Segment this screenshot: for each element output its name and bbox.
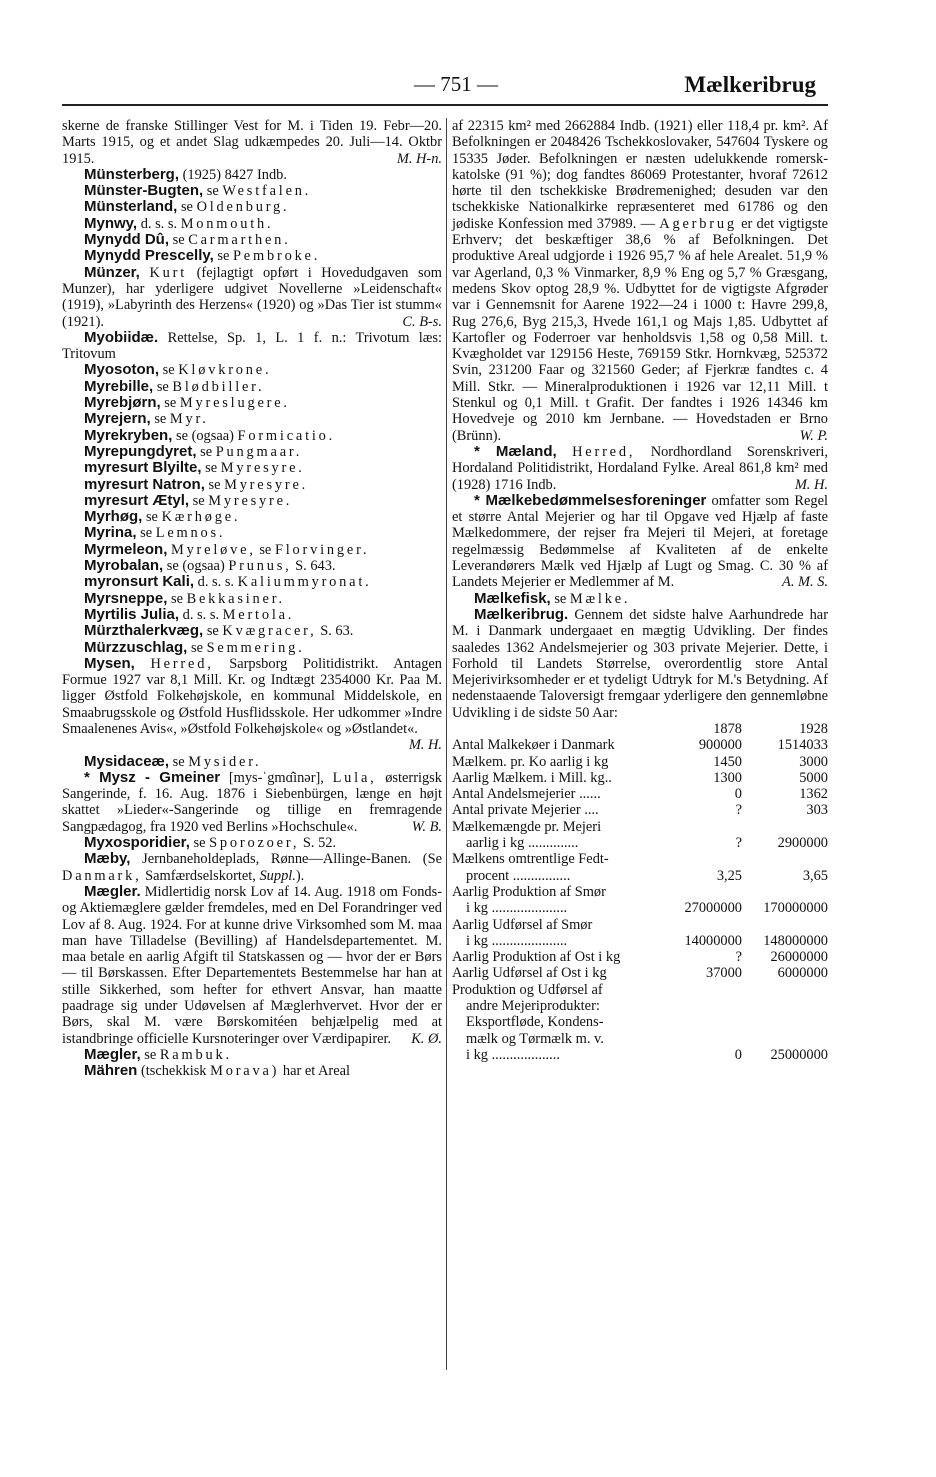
cross-ref-target: Myreslugere. [179, 395, 290, 412]
cross-ref-extra: (1925) 8427 Indb. [182, 166, 287, 183]
entry-maelkefisk [452, 591, 828, 607]
headword: Myrtilis Julia, [84, 605, 180, 623]
value-1878: 1450 [713, 753, 742, 770]
row-label: Mælkens omtrentlige Fedt- [452, 851, 609, 868]
column-divider [446, 118, 447, 1370]
value-1878: 0 [734, 786, 742, 803]
value-1928: 6000000 [777, 965, 828, 982]
row-label: Antal Andelsmejerier ...... [452, 786, 601, 803]
spaced-name: Morava) [210, 1063, 280, 1080]
year-header: 1928 [799, 720, 828, 737]
value-empty [742, 998, 828, 1014]
spaced-word: Agerbrug [659, 215, 737, 232]
table-row [452, 851, 828, 867]
entry-crossref [62, 362, 442, 378]
entry-list-2 [62, 362, 442, 655]
spaced-name: Kurt [149, 264, 188, 281]
table-row [452, 770, 828, 786]
headword: Myobiidæ. [84, 328, 159, 346]
entry-crossref [62, 640, 442, 656]
entry-maeland [452, 444, 828, 493]
headword: Mælkefisk, [474, 589, 551, 607]
headword: * Mysz - Gmeiner [84, 768, 221, 786]
value-1878: 0 [734, 1046, 742, 1063]
cross-ref-se: se [190, 639, 203, 656]
entry-crossref [62, 558, 442, 574]
value-1928: 148000000 [763, 932, 828, 949]
cross-ref-se: se [164, 395, 177, 412]
supplement-ref: Suppl. [259, 867, 296, 884]
cross-ref-target: Mysider. [188, 753, 262, 770]
table-row [452, 933, 828, 949]
headword: Myrsneppe, [84, 589, 168, 607]
headword: Myrejern, [84, 410, 151, 428]
value-empty [742, 917, 828, 933]
row-label: aarlig i kg .............. [466, 835, 579, 852]
entry-body: omfatter som Regel et større Antal Mejerier og har til Opgave ved Hjælp af faste Mælkedommere, der rejser fra Mejeri til Mejeri, at foretage regelmæssig Bedømmelse af Kvaliteten af de enkelte Leverandørers Mælk ved Hjælp af Lugt og Smag. C. 30 % af Landets Mejerier er Medlemmer af M. [452, 492, 828, 591]
entry-crossref [62, 623, 442, 639]
row-label: i kg ..................... [466, 932, 568, 949]
entry-crossref [62, 444, 442, 460]
headword: myresurt Ætyl, [84, 491, 190, 509]
entry-maegler [62, 884, 442, 1047]
cross-ref-target: Pungmaar. [215, 443, 303, 460]
cross-ref-se: se [172, 232, 185, 249]
cross-ref-se: se [193, 835, 206, 852]
value-1928: 170000000 [763, 900, 828, 917]
headword: Mürzthalerkvæg, [84, 622, 204, 640]
author-signature: W. B. [411, 818, 442, 835]
cross-ref-se: se [206, 183, 219, 200]
entry-maegler-2 [62, 1047, 442, 1063]
entry-crossref [62, 411, 442, 427]
value-1878: 27000000 [684, 900, 742, 917]
value-empty [742, 1014, 828, 1030]
right-column [452, 118, 828, 1063]
entry-body: Jernbaneholdeplads, Rønne—Allinge-Banen. (Se [142, 851, 442, 868]
entry-mahren-continued [452, 118, 828, 444]
headword: Myrobalan, [84, 557, 164, 575]
table-row [452, 917, 828, 933]
cross-ref-se: se [170, 590, 183, 607]
table-row [452, 802, 828, 818]
continuation-body: skerne de franske Stillinger Vest for M. i Tiden 19. Febr—20. Marts 1915, og et andet Slag udkæmpedes 20. Juli—14. Oktbr 1915. [62, 118, 442, 167]
value-1928: 26000000 [770, 949, 828, 966]
headword: Münsterland, [84, 198, 178, 216]
cross-ref-se: se [162, 362, 175, 379]
cross-ref-target: Kærhøge. [161, 509, 241, 526]
cross-ref-se: se [200, 443, 213, 460]
cross-ref-target: Danmark, [62, 867, 142, 884]
table-row [452, 965, 828, 981]
cross-ref-target: Myresyre. [224, 476, 309, 493]
value-1878: 1300 [713, 769, 742, 786]
row-label: Aarlig Mælkem. i Mill. kg.. [452, 769, 612, 786]
entry-crossref [62, 379, 442, 395]
entry-maeby: Mæby, Jernbaneholdeplads, Rønne—Allinge-Banen. (Se Danmark, Samfærdselskortet, Suppl.). [62, 850, 442, 884]
row-label: Aarlig Udførsel af Ost i kg [452, 965, 607, 982]
entry-body: Midlertidig norsk Lov af 14. Aug. 1918 om Fonds- og Aktiemæglere gælder fremdeles, med en Del Forandringer ved Lov af 8. Aug. 1924. For at kunne drive Virksomhed som M. maa man have Tilladelse (Bevilling) af Handelsdepartementet. M. maa betale en aarlig Afgift til Statskassen og — hvor der er Børs — til Børskassen. Efter Departementets Bestemmelse har han at stille Sikkerhed, som hefter for ethvert Ansvar, han maatte paadrage sig under Udøvelsen af Mæglerhvervet. Hvor der er Børs, skal M. være Børskomitéen behjælpelig med at istandbringe officielle Kursnoteringer over Værdipapirer. [62, 883, 442, 1047]
value-empty [670, 1014, 742, 1030]
row-label: Aarlig Produktion af Smør [452, 883, 606, 900]
value-empty [670, 917, 742, 933]
cross-ref-se: se [140, 525, 153, 542]
entry-body: (fejlagtigt opført i Hovedudgaven som Munzer), har yderligere udgivet Novellerne »Leidenschaft« (1919), »Labyrinth des Herzens« (1920) og »Das Tier ist stumm« (1921). [62, 264, 442, 330]
headword: Myrekryben, [84, 426, 173, 444]
value-1878: 3,25 [716, 867, 742, 884]
cross-ref-se: se [180, 199, 193, 216]
row-label: Antal private Mejerier .... [452, 802, 599, 819]
cross-ref-target: Carmarthen. [188, 232, 291, 249]
headword: Myrina, [84, 524, 137, 542]
value-empty [742, 819, 828, 835]
entry-mahren [62, 1063, 442, 1079]
row-label: Produktion og Udførsel af [452, 981, 603, 998]
entry-crossref [62, 607, 442, 623]
row-label: Eksportfløde, Kondens- [466, 1014, 604, 1031]
left-column [62, 118, 442, 1080]
cross-ref-target: Lemnos. [155, 525, 226, 542]
row-label: mælk og Tørmælk m. v. [466, 1030, 604, 1047]
headword: Münzer, [84, 263, 140, 281]
author-signature: C. B-s. [402, 313, 442, 330]
entry-munzer [62, 265, 442, 330]
entry-body: Gennem det sidste halve Aarhundrede har M. i Danmark undergaaet en mægtig Udvikling. Der findes saaledes 1362 Andelsmejerier og 303 private Mejerier. Dette, i Forhold til Landets Størrelse, overordentlig store Antal Mejerivirksomheder er et tydeligt Udtryk for M.'s Betydning. Af nedenstaaende Taloversigt fremgaar yderligere den gennemløbne Udvikling i de sidste 50 Aar: [452, 606, 828, 721]
cross-ref-target: Westfalen. [222, 183, 312, 200]
cross-ref-target: Kløvkrone. [178, 362, 272, 379]
headword: Mæby, [84, 850, 131, 868]
entry-body: af 22315 km² med 2662884 Indb. (1921) eller 118,4 pr. km². Af Befolkningen er 2048426 Tschekkoslovaker, 547604 Tyskere og 15335 Jøder. Befolkningen er næsten udelukkende romersk-katolske (91 %); dog fandtes 86069 Protestanter, hvoraf 72612 hørte til den tschekkiske Brødremenighed; desuden var den tschekkiske Nationalkirke repræsenteret med 61786 og den jødiske Konfession med 37989. — [452, 118, 828, 232]
entry-body: østerrigsk Sangerinde, f. 16. Aug. 1876 i Siebenbürgen, længe en højt skattet »Lieder«-Sangerinde og tillige en fremragende Sangpædagog, fra 1920 ved Berlins »Hochschule«. [62, 769, 442, 835]
cross-ref-target: Myresyre. [220, 460, 305, 477]
continuation-text [62, 118, 442, 167]
cross-ref-se: se [554, 590, 567, 607]
cross-ref-target-2: Florvinger. [274, 541, 370, 558]
headword: Mynydd Prescelly, [84, 247, 214, 265]
headword: Myrebjørn, [84, 394, 161, 412]
entry-crossref [62, 525, 442, 541]
row-label: i kg ................... [466, 1046, 560, 1063]
author-signature: M. H. [794, 476, 828, 493]
value-empty [670, 851, 742, 867]
row-label: Mælkemængde pr. Mejeri [452, 818, 602, 835]
spaced-name: Lula, [332, 769, 377, 786]
entry-crossref [62, 493, 442, 509]
headword: Münster-Bugten, [84, 182, 204, 200]
value-1928: 2900000 [777, 835, 828, 852]
entry-mysen [62, 654, 442, 754]
entry-crossref [62, 248, 442, 264]
value-empty [670, 998, 742, 1014]
cross-ref-se: se [192, 492, 205, 509]
headword: Mægler, [84, 1045, 141, 1063]
cross-ref-target: Myreløve, [170, 541, 256, 558]
cross-ref-se: se [208, 476, 221, 493]
row-label: i kg ..................... [466, 900, 568, 917]
value-1878: 37000 [706, 965, 742, 982]
entry-crossref [62, 460, 442, 476]
entry-mysz-gmeiner [62, 770, 442, 835]
cross-ref-target: Semmering. [206, 639, 305, 656]
row-label: Antal Malkekøer i Danmark [452, 737, 615, 754]
entry-crossref [62, 574, 442, 590]
headword: Mælkeribrug. [474, 605, 569, 623]
row-label: Aarlig Udførsel af Smør [452, 916, 593, 933]
table-row [452, 1031, 828, 1047]
cross-ref-se: se [154, 411, 167, 428]
entry-crossref [62, 591, 442, 607]
headword: Mynydd Dû, [84, 231, 169, 249]
entry-body: Nordhordland Sorenskriveri, Hordaland Politidistrikt, Hordaland Fylke. Areal 861,8 km² med (1928) 1716 Indb. [452, 443, 828, 493]
table-row [452, 754, 828, 770]
value-empty [742, 884, 828, 900]
headword: Myosoton, [84, 361, 159, 379]
entry-maelkeribrug [452, 607, 828, 721]
table-header-blank [452, 721, 670, 737]
entry-body-2: har et Areal [282, 1063, 350, 1080]
value-1928: 1362 [799, 786, 828, 803]
cross-ref-se: se (ogsaa) [175, 427, 234, 444]
cross-ref-se: d. s. s. [197, 574, 235, 591]
headword: Myrebille, [84, 377, 154, 395]
spaced-word: Herred, [572, 443, 636, 460]
headword: Mægler. [84, 882, 141, 900]
author-signature: M. H-n. [396, 150, 442, 167]
cross-ref-target: Prunus, [228, 558, 292, 575]
entry-body: (tschekkisk [140, 1063, 207, 1080]
cross-ref-se: d. s. s. [182, 606, 220, 623]
headword: Mähren [84, 1062, 138, 1080]
cross-ref-se: se (ogsaa) [166, 558, 225, 575]
cross-ref-target: Monmouth. [180, 215, 274, 232]
cross-ref-target: Kvægracer, [222, 623, 317, 640]
cross-ref-target: Formicatio. [237, 427, 336, 444]
entry-myxosporidier [62, 835, 442, 851]
entry-crossref [62, 167, 442, 183]
table-row [452, 949, 828, 965]
row-label: Mælkem. pr. Ko aarlig i kg [452, 753, 609, 770]
year-header: 1878 [713, 720, 742, 737]
headword: Mysidaceæ, [84, 752, 170, 770]
value-empty [670, 1031, 742, 1047]
spaced-word: Herred, [150, 655, 214, 672]
headword: myresurt Natron, [84, 475, 205, 493]
table-row [452, 819, 828, 835]
cross-ref-se: se [172, 753, 185, 770]
entry-crossref [62, 199, 442, 215]
cross-ref-target: Bekkasiner. [186, 590, 285, 607]
value-empty [742, 982, 828, 998]
value-empty [670, 819, 742, 835]
cross-ref-target: Myresyre. [208, 492, 293, 509]
value-1928: 5000 [799, 769, 828, 786]
entry-crossref [62, 477, 442, 493]
row-label: procent ................ [466, 867, 571, 884]
headword: Mürzzuschlag, [84, 638, 188, 656]
value-1928: 3000 [799, 753, 828, 770]
entry-body-2: er det vigtigste Erhverv; det beskæftiger 38,6 % af Befolkningen. Det produktive Areal udgjorde i 1926 95,7 % af hele Arealet. 51,9 % var Agerland, 0,3 % Vinmarker, 8,9 % Eng og 5,7 % Græsgang, medens Skov optog 28,9 %. Udbyttet for de vigtigste Afgrøder var i Gennemsnit for Aarene 1922—24 i 1000 t: Havre 299,8, Rug 276,6, Byg 215,3, Hvede 161,1 og Majs 1,85. Udbyttet af Kartofler og Foderroer var henholdsvis 1,58 og 0,58 Mill. t. Kvægholdet var 129156 Heste, 769159 Stkr. Hornkvæg, 525372 Svin, 231200 Faar og 321560 Geder; af Fjerkræ fandtes c. 4 Mill. Stkr. — Mineralproduktionen i 1926 var 12,11 Mill. t Stenkul og 0,1 Mill. t Grafit. Der fandtes i 1926 14346 km Hovedveje og 2010 km Jernbane. — Hovedstaden er Brno (Brünn). [452, 215, 828, 444]
author-signature: M. H. [408, 737, 442, 754]
entry-myobiidae [62, 330, 442, 363]
headword: Mynwy, [84, 214, 138, 232]
headword: * Mæland, [474, 442, 557, 460]
entry-mysidaceae [62, 754, 442, 770]
cross-ref-target: Rambuk. [159, 1046, 232, 1063]
headword: Myxosporidier, [84, 834, 190, 852]
value-1878: 14000000 [684, 932, 742, 949]
entry-maelkebedommelsesforeninger [452, 493, 828, 591]
entry-body: Sarpsborg Politidistrikt. Antagen Formue 1927 var 8,1 Mill. Kr. og Indtægt 2354000 Kr. Paa M. ligger Østfold Folkehøjskole, en kommunal Middelskole, en Smaabrugsskole og Østfold Husflidsskole. Her udkommer »Indre Smaalenenes Avis«, »Østfold Folkehøjskole« og »Østlandet«. [62, 655, 442, 737]
running-head: Mælkeribrug [684, 72, 816, 97]
cross-ref-se: se [144, 1046, 157, 1063]
cross-ref-se: se [205, 460, 218, 477]
cross-ref-target: Pembroke. [233, 248, 321, 265]
headword: myronsurt Kali, [84, 573, 195, 591]
cross-ref-target: Myr. [169, 411, 209, 428]
entry-body-2: Samfærdselskortet, [145, 867, 256, 884]
table-header-row [452, 721, 828, 737]
cross-ref-page: S. 52. [302, 835, 337, 852]
headword: Myrmeleon, [84, 540, 168, 558]
cross-ref-se: se [145, 509, 158, 526]
row-label: Aarlig Produktion af Ost i kg [452, 949, 621, 966]
pronunciation: [mys-ˈgmɑ̂inər], [228, 769, 324, 786]
headword: * Mælkebedømmelsesforeninger [474, 491, 707, 509]
cross-ref-target: Blødbiller. [172, 378, 265, 395]
cross-ref-target: Oldenburg. [196, 199, 290, 216]
cross-ref-extra: S. 643. [295, 558, 336, 575]
entry-body: Rettelse, Sp. 1, L. 1 f. n.: Trivotum læs: Tritovum [62, 329, 442, 363]
entry-crossref [62, 232, 442, 248]
entry-crossref [62, 183, 442, 199]
header-rule [62, 104, 828, 106]
entry-crossref [62, 216, 442, 232]
headword: Myrhøg, [84, 508, 143, 526]
cross-ref-extra: S. 63. [320, 623, 354, 640]
table-row [452, 900, 828, 916]
value-1928: 303 [806, 802, 828, 819]
entry-crossref [62, 395, 442, 411]
value-empty [670, 884, 742, 900]
value-1928: 1514033 [777, 737, 828, 754]
value-1878: ? [735, 949, 742, 966]
author-signature: A. M. S. [782, 574, 828, 591]
entry-list [62, 167, 442, 265]
cross-ref-target: Mertola. [222, 606, 295, 623]
table-row [452, 1047, 828, 1063]
headword: Myrepungdyret, [84, 442, 197, 460]
cross-ref-target: Kaliummyronat. [237, 574, 372, 591]
row-label: andre Mejeriprodukter: [466, 998, 600, 1015]
page-number: — 751 — [414, 72, 498, 96]
headword: myresurt Blyilte, [84, 459, 202, 477]
entry-crossref [62, 509, 442, 525]
table-row [452, 982, 828, 998]
value-empty [742, 1031, 828, 1047]
value-1928: 3,65 [802, 867, 828, 884]
value-1928: 25000000 [770, 1046, 828, 1063]
cross-ref-extra: se [259, 541, 272, 558]
value-empty [670, 982, 742, 998]
entry-crossref [62, 428, 442, 444]
table-row [452, 998, 828, 1014]
cross-ref-target: Sporozoer, [209, 835, 300, 852]
cross-ref-se: se [206, 623, 219, 640]
cross-ref-target: Mælke. [569, 590, 631, 607]
value-1878: 900000 [698, 737, 742, 754]
table-row [452, 1014, 828, 1030]
cross-ref-se: se [217, 248, 230, 265]
author-signature: W. P. [799, 427, 828, 444]
table-row [452, 737, 828, 753]
dairy-statistics-table [452, 721, 828, 1063]
value-1878: ? [735, 802, 742, 819]
table-row [452, 884, 828, 900]
headword: Münsterberg, [84, 165, 180, 183]
table-row [452, 835, 828, 851]
author-signature: K. Ø. [411, 1030, 442, 1047]
entry-crossref [62, 542, 442, 558]
value-empty [742, 851, 828, 867]
value-1878: ? [735, 835, 742, 852]
table-row [452, 868, 828, 884]
headword: Mysen, [84, 654, 135, 672]
table-row [452, 786, 828, 802]
cross-ref-se: d. s. s. [140, 215, 178, 232]
cross-ref-se: se [156, 378, 169, 395]
